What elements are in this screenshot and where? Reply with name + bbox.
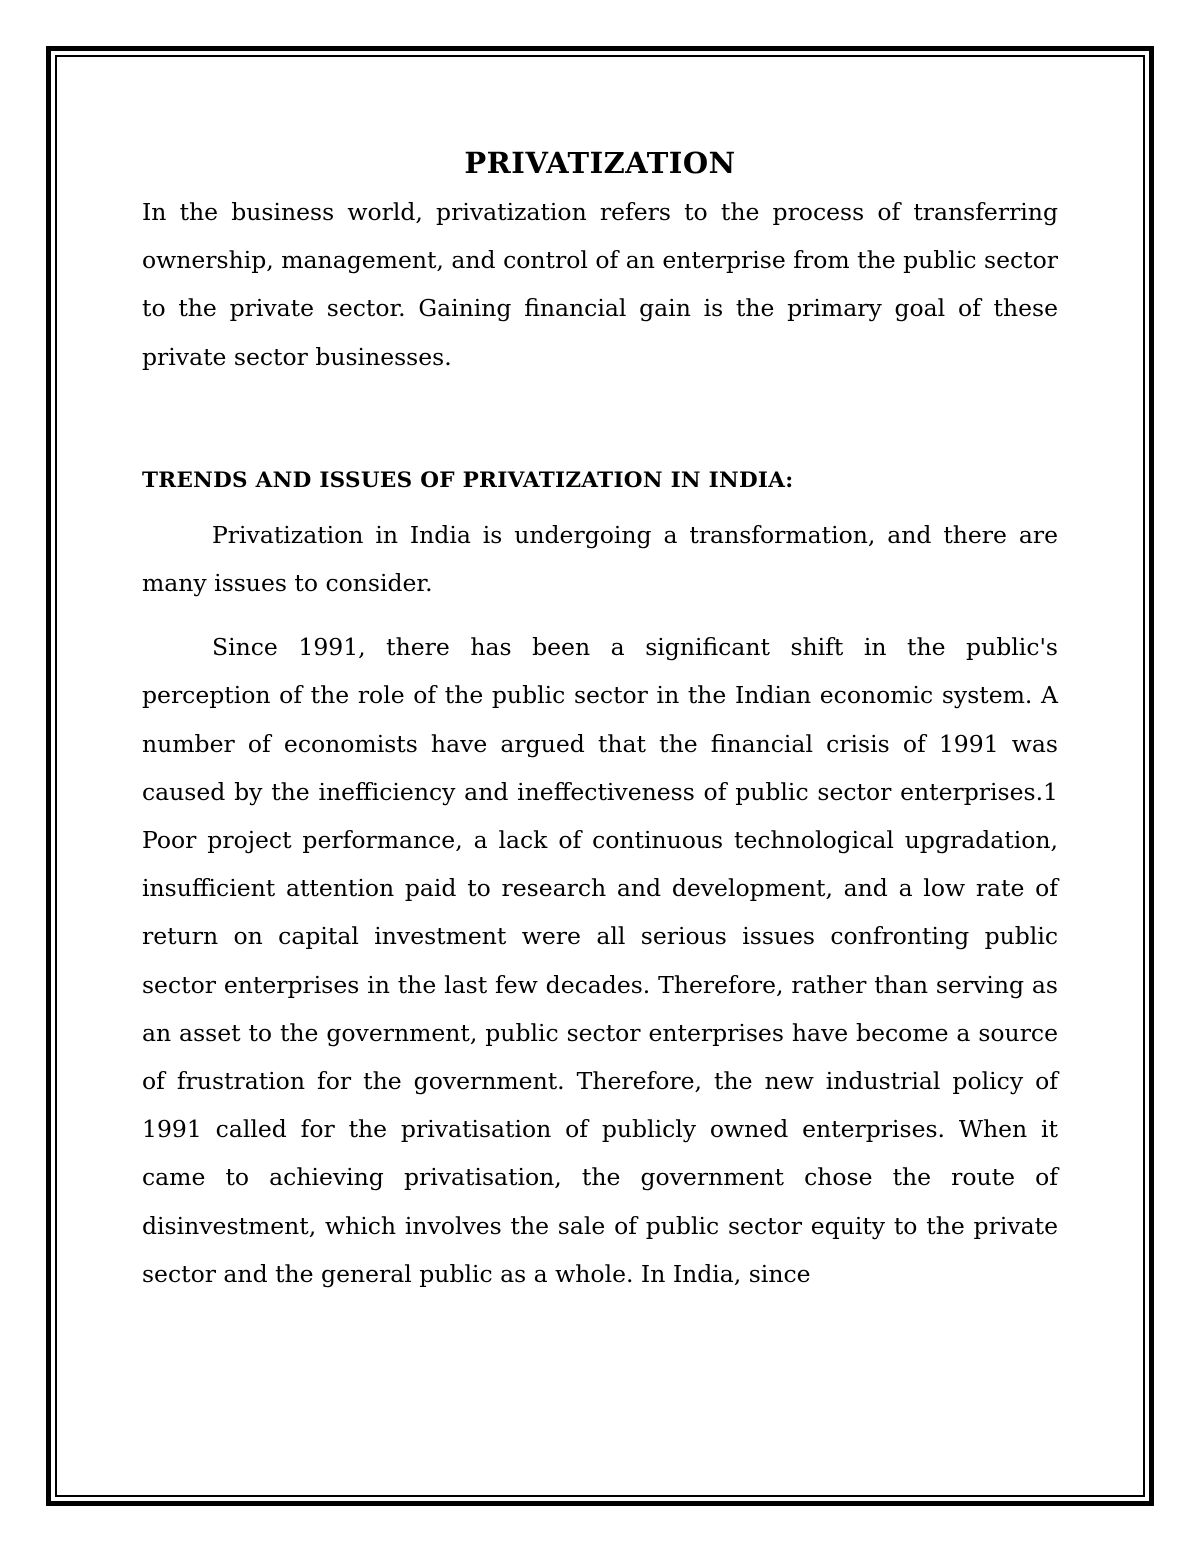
document-body [142, 138, 1058, 1298]
body-paragraph-2: Since 1991, there has been a significant shift in the public's perception of the role of the public sector in the Indian economic system. A number of economists have argued that the financial crisis of 1991 was caused by the inefficiency and ineffectiveness of public sector enterprises.1 Poor project performance, a lack of continuous technological upgradation, insufficient attention paid to research and development, and a low rate of return on capital investment were all serious issues confronting public sector enterprises in the last few decades. Therefore, rather than serving as an asset to the government, public sector enterprises have become a source of frustration for the government. Therefore, the new industrial policy of 1991 called for the privatisation of publicly owned enterprises. When it came to achieving privatisation, the government chose the route of disinvestment, which involves the sale of public sector equity to the private sector and the general public as a whole. In India, since [142, 633, 1058, 1288]
intro-paragraph: In the business world, privatization refers to the process of transferring ownership, management, and control of an enterprise from the public sector to the private sector. Gaining financial gain is the primary goal of these private sector businesses. [142, 198, 1058, 371]
body-paragraph-1: Privatization in India is undergoing a transformation, and there are many issues to consider. [142, 520, 1058, 598]
page-title: PRIVATIZATION [464, 146, 736, 180]
section-heading: TRENDS AND ISSUES OF PRIVATIZATION IN INDIA: [142, 467, 794, 493]
